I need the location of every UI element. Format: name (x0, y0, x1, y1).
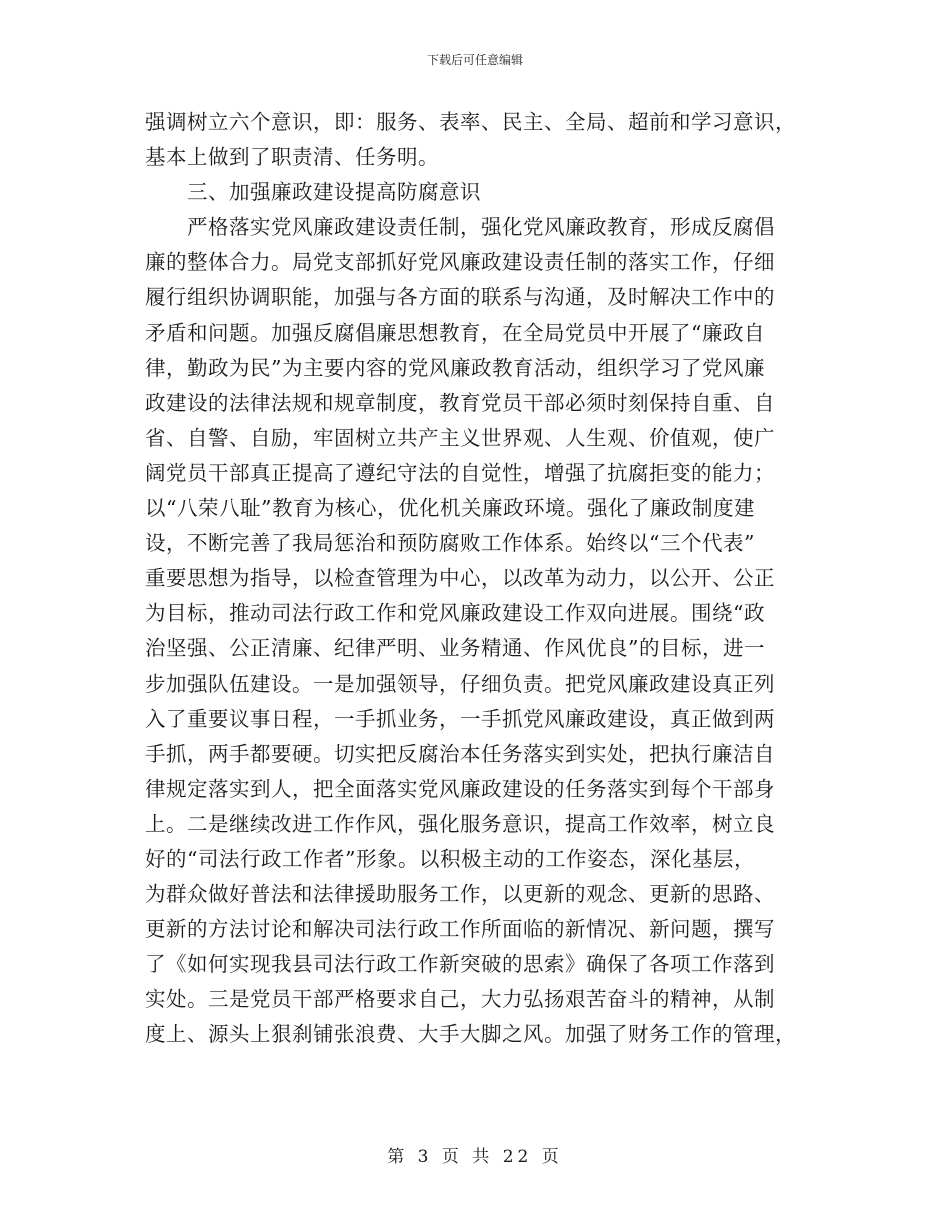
text-line: 强调树立六个意识，即：服务、表率、民主、全局、超前和学习意识， (145, 110, 796, 134)
text-line: 手抓，两手都要硬。切实把反腐治本任务落实到实处，把执行廉洁自 (145, 741, 775, 766)
text-line: 省、自警、自励，牢固树立共产主义世界观、人生观、价值观，使广 (145, 425, 775, 450)
text-line: 律规定落实到人，把全面落实党风廉政建设的任务落实到每个干部身 (145, 776, 775, 801)
text-line: 以“八荣八耻”教育为核心，优化机关廉政环境。强化了廉政制度建 (145, 496, 755, 521)
text-line: 重要思想为指导，以检查管理为中心，以改革为动力，以公开、公正 (145, 566, 775, 591)
text-line: 政建设的法律法规和规章制度，教育党员干部必须时刻保持自重、自 (145, 390, 775, 415)
text-line: 好的“司法行政工作者”形象。以积极主动的工作姿态，深化基层， (145, 846, 755, 871)
body-text (145, 105, 805, 1053)
text-line: 律，勤政为民”为主要内容的党风廉政教育活动，组织学习了党风廉 (145, 355, 765, 380)
text-line: 为目标，推动司法行政工作和党风廉政建设工作双向进展。围绕“政 (145, 601, 765, 626)
text-line: 廉的整体合力。局党支部抓好党风廉政建设责任制的落实工作，仔细 (145, 250, 775, 275)
text-line: 步加强队伍建设。一是加强领导，仔细负责。把党风廉政建设真正列 (145, 671, 775, 696)
text-line: 了《如何实现我县司法行政工作新突破的思索》确保了各项工作落到 (145, 952, 775, 977)
text-line: 严格落实党风廉政建设责任制，强化党风廉政教育，形成反腐倡 (145, 215, 775, 240)
section-heading: 三、加强廉政建设提高防腐意识 (145, 180, 481, 205)
text-line: 治坚强、公正清廉、纪律严明、业务精通、作风优良”的目标，进一 (145, 636, 765, 661)
text-line: 为群众做好普法和法律援助服务工作，以更新的观念、更新的思路、 (145, 882, 775, 907)
text-line: 设，不断完善了我局惩治和预防腐败工作体系。始终以“三个代表” (145, 531, 755, 556)
text-line: 阔党员干部真正提高了遵纪守法的自觉性，增强了抗腐拒变的能力； (145, 460, 775, 485)
text-line: 度上、源头上狠刹铺张浪费、大手大脚之风。加强了财务工作的管理， (145, 1022, 796, 1047)
text-line: 更新的方法讨论和解决司法行政工作所面临的新情况、新问题，撰写 (145, 917, 775, 942)
text-line: 入了重要议事日程，一手抓业务，一手抓党风廉政建设，真正做到两 (145, 706, 775, 731)
text-line: 上。二是继续改进工作作风，强化服务意识，提高工作效率，树立良 (145, 811, 775, 836)
text-line: 实处。三是党员干部严格要求自己，大力弘扬艰苦奋斗的精神，从制 (145, 987, 775, 1012)
text-line: 矛盾和问题。加强反腐倡廉思想教育，在全局党员中开展了“廉政自 (145, 320, 765, 345)
text-line: 履行组织协调职能，加强与各方面的联系与沟通，及时解决工作中的 (145, 285, 775, 310)
text-line: 基本上做到了职责清、任务明。 (145, 145, 439, 170)
page-number-footer: 第 3 页 共 22 页 (387, 1147, 563, 1167)
page-header: 下载后可任意编辑 (426, 53, 523, 67)
